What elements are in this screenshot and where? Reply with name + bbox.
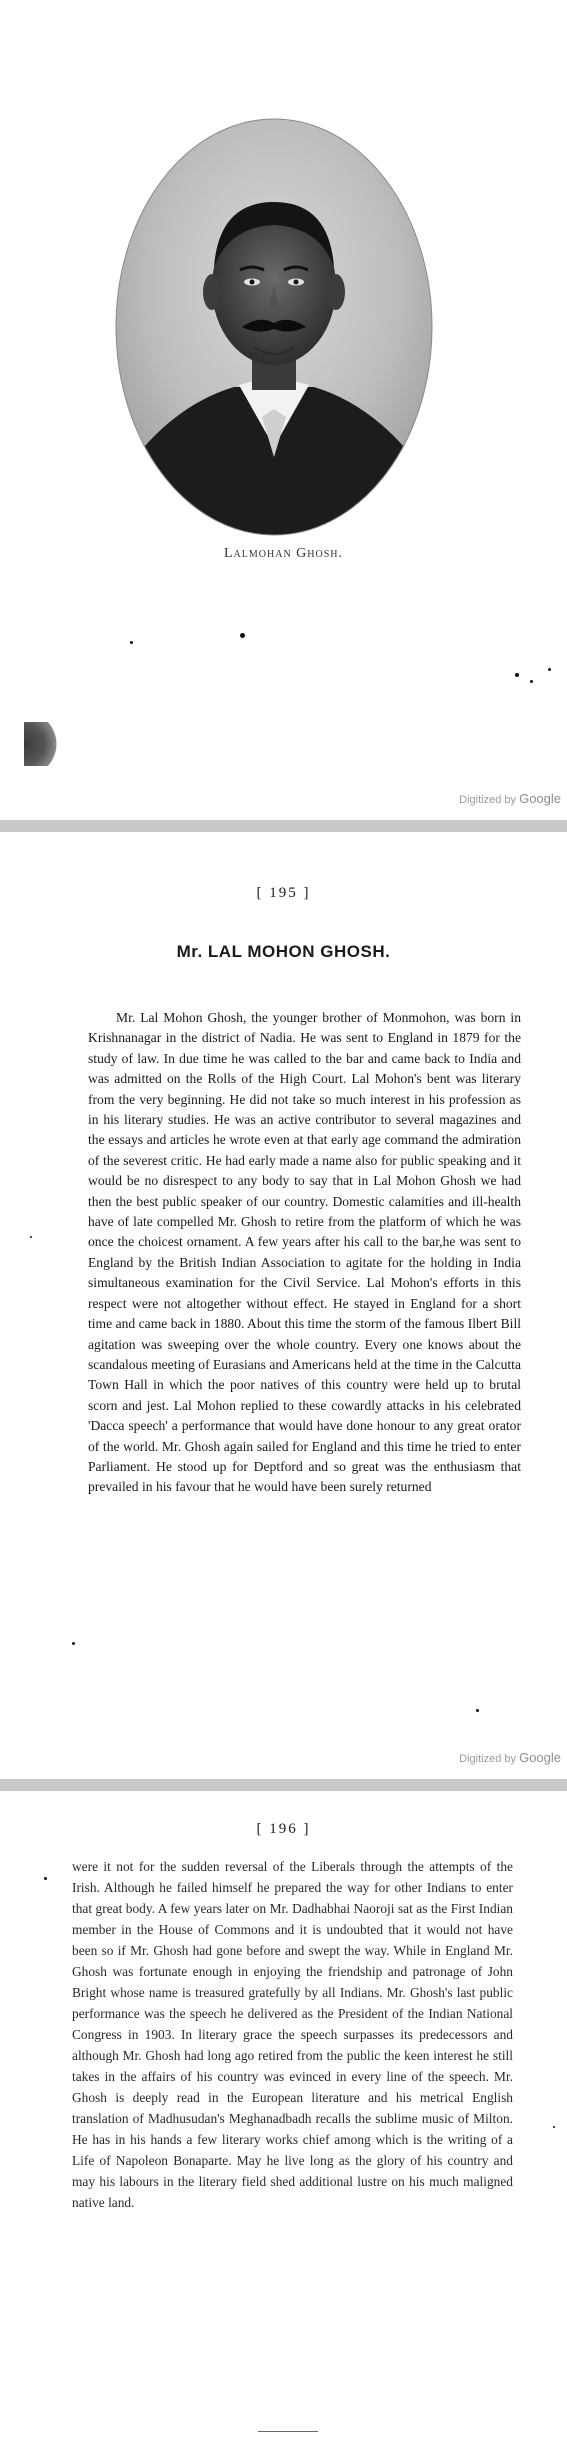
digitization-watermark xyxy=(459,1750,561,1765)
portrait-caption: Lalmohan Ghosh. xyxy=(224,546,343,561)
print-speck xyxy=(72,1642,75,1645)
text-page-196 xyxy=(0,1791,567,2452)
portrait-photograph xyxy=(114,117,434,537)
watermark-prefix: Digitized by xyxy=(459,794,517,806)
print-speck xyxy=(240,633,245,638)
digitization-watermark xyxy=(459,791,561,806)
text-page-195 xyxy=(0,832,567,1779)
page-number: [ 196 ] xyxy=(256,1821,311,1837)
body-paragraph: Mr. Lal Mohon Ghosh, the younger brother of Monmohon, was born in Krishnanagar in the district of Nadia. He was sent to England in 1879 for the study of law. In due time he was called to the bar and came back to India and was admitted on the Rolls of the High Court. Lal Mohon's bent was literary from the very beginning. He did not take so much interest in his profession as in his literary studies. He was an active contributor to several magazines and the essays and articles he wrote even at that early age command the admiration of the severest critic. He had early made a name also for public speaking and it would be no disrespect to any body to say that in Lal Mohon Ghosh we had then the best public speaker of our country. Domestic calamities and ill-health have of late compelled Mr. Ghosh to retire from the platform of which he was once the choicest ornament. A few years after his call to the bar,he was sent to England by the British Indian Association to agitate for the holding in India simultaneous examination for the Civil Service. Lal Mohon's efforts in this respect were not altogether without effect. He stayed in England for a short time and came back in 1880. About this time the storm of the famous Ilbert Bill agitation was sweeping over the whole country. Every one knows about the scandalous meeting of Eurasians and Americans held at the time in the Calcutta Town Hall in which the poor natives of this country were held up to brutal scorn and jest. Lal Mohon replied to these cowardly attacks in his celebrated 'Dacca speech' a performance that would have done honour to any great orator of the world. Mr. Ghosh again sailed for England and this time he tried to enter Parliament. He stood up for Deptford and so great was the enthusiasm that prevailed in his favour that he would have been surely returned xyxy=(88,1010,521,1495)
watermark-brand: Google xyxy=(519,791,561,806)
print-speck xyxy=(553,2126,555,2128)
print-speck xyxy=(530,680,533,683)
watermark-prefix: Digitized by xyxy=(459,1753,517,1765)
print-speck xyxy=(30,1236,32,1238)
print-speck xyxy=(515,673,519,677)
watermark-brand: Google xyxy=(519,1750,561,1765)
ink-blot xyxy=(24,722,64,766)
body-paragraph: were it not for the sudden reversal of the Liberals through the attempts of the Irish. Although he failed himself he prepared the way for other Indians to enter that great body. A few years later on Mr. Dadhabhai Naoroji sat as the First Indian member in the House of Commons and it is undoubted that it would not have been so if Mr. Ghosh had gone before and swept the way. While in England Mr. Ghosh was fortunate enough in enjoying the friendship and patronage of John Bright whose name is treasured gratefully by all Indians. Mr. Ghosh's last public performance was the speech he delivered as the President of the Indian National Congress in 1903. In literary grace the speech surpasses its predecessors and although Mr. Ghosh had long ago retired from the public the keen interest he still takes in the affairs of his country was evinced in every line of the speech. Mr. Ghosh is deeply read in the European literature and his metrical English translation of Madhusudan's Meghanadbadh recalls the sublime music of Milton. He has in his hands a few literary works chief among which is the writing of a Life of Napoleon Bonaparte. May he live long as the glory of his country and may his labours in the literary field shed additional lustre on his much maligned native land. xyxy=(72,1859,513,2210)
portrait-page xyxy=(0,0,567,820)
article-title: Mr. LAL MOHON GHOSH. xyxy=(176,942,391,961)
print-speck xyxy=(548,668,551,671)
footer-rule xyxy=(258,2431,318,2432)
print-speck xyxy=(476,1709,479,1712)
print-speck xyxy=(130,641,133,644)
print-speck xyxy=(44,1877,47,1880)
page-number: [ 195 ] xyxy=(256,885,311,901)
